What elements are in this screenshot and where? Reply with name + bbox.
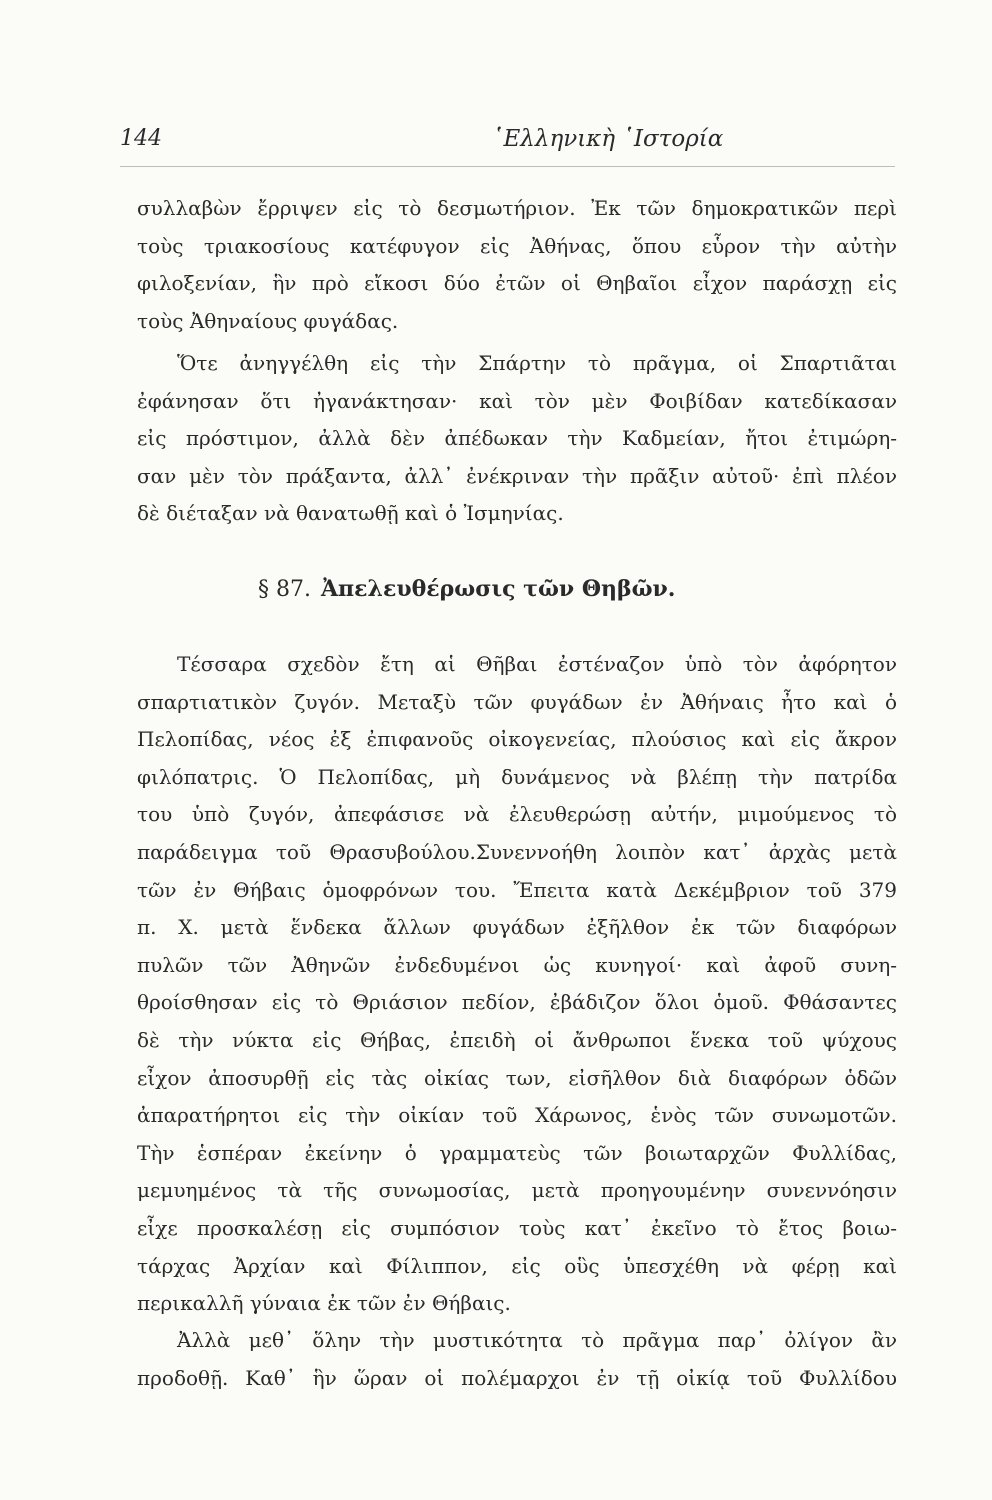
text-line: μεμυημένος τὰ τῆς συνωμοσίας, μετὰ προηγουμένην συνεννόησιν — [137, 1178, 897, 1203]
text-line: προδοθῇ. Καθ᾽ ἣν ὥραν οἱ πολέμαρχοι ἐν τῇ οἰκίᾳ τοῦ Φυλλίδου — [137, 1365, 897, 1390]
text-line: του ὑπὸ ζυγόν, ἀπεφάσισε νὰ ἐλευθερώσῃ αὐτήν, μιμούμενος τὸ — [137, 802, 897, 827]
running-title: ῾Ελληνικὴ ῾Ιστορία — [492, 126, 724, 152]
text-line: Τέσσαρα σχεδὸν ἔτη αἱ Θῆβαι ἐστέναζον ὑπὸ τὸν ἀφόρητον — [177, 652, 897, 676]
paragraph-4 — [137, 1322, 897, 1397]
section-heading — [258, 576, 675, 602]
text-line: εἶχον ἀποσυρθῇ εἰς τὰς οἰκίας των, εἰσῆλθον διὰ διαφόρων ὁδῶν — [137, 1065, 897, 1090]
text-line: τοὺς τριακοσίους κατέφυγον εἰς Ἀθήνας, ὅπου εὗρον τὴν αὐτὴν — [137, 233, 897, 258]
text-line: ἀπαρατήρητοι εἰς τὴν οἰκίαν τοῦ Χάρωνος, ἑνὸς τῶν συνωμοτῶν. — [137, 1103, 897, 1128]
text-line: δὲ διέταξαν νὰ θανατωθῇ καὶ ὁ Ἰσμηνίας. — [137, 501, 564, 526]
text-line: Τὴν ἑσπέραν ἐκείνην ὁ γραμματεὺς τῶν βοιωταρχῶν Φυλλίδας, — [137, 1140, 897, 1165]
paragraph-2 — [137, 345, 897, 533]
text-line: σπαρτιατικὸν ζυγόν. Μεταξὺ τῶν φυγάδων ἐν Ἀθήναις ἦτο καὶ ὁ — [137, 689, 897, 714]
text-line: ἐφάνησαν ὅτι ἠγανάκτησαν· καὶ τὸν μὲν Φοιβίδαν κατεδίκασαν — [137, 388, 897, 413]
text-line: περικαλλῆ γύναια ἐκ τῶν ἐν Θήβαις. — [137, 1291, 511, 1316]
text-line: εἰς πρόστιμον, ἀλλὰ δὲν ἀπέδωκαν τὴν Καδμείαν, ἤτοι ἐτιμώρη- — [137, 426, 897, 451]
text-line: σαν μὲν τὸν πράξαντα, ἀλλ᾽ ἐνέκριναν τὴν πρᾶξιν αὐτοῦ· ἐπὶ πλέον — [137, 463, 897, 488]
text-line: δὲ τὴν νύκτα εἰς Θήβας, ἐπειδὴ οἱ ἄνθρωποι ἕνεκα τοῦ ψύχους — [137, 1027, 897, 1052]
text-line: π. Χ. μετὰ ἕνδεκα ἄλλων φυγάδων ἐξῆλθον ἐκ τῶν διαφόρων — [137, 915, 897, 940]
text-line: τῶν ἐν Θήβαις ὁμοφρόνων του. Ἔπειτα κατὰ Δεκέμβριον τοῦ 379 — [137, 877, 897, 902]
text-line: φιλοξενίαν, ἣν πρὸ εἴκοσι δύο ἐτῶν οἱ Θηβαῖοι εἶχον παράσχῃ εἰς — [137, 271, 897, 296]
page-header — [120, 126, 895, 167]
text-line: Πελοπίδας, νέος ἐξ ἐπιφανοῦς οἰκογενείας, πλούσιος καὶ εἰς ἄκρον — [137, 727, 897, 752]
paragraph-3 — [137, 646, 897, 1323]
text-line: φιλόπατρις. Ὁ Πελοπίδας, μὴ δυνάμενος νὰ βλέπῃ τὴν πατρίδα — [137, 764, 897, 789]
text-line: θροίσθησαν εἰς τὸ Θριάσιον πεδίον, ἐβάδιζον ὅλοι ὁμοῦ. Φθάσαντες — [137, 990, 897, 1015]
text-line: τάρχας Ἀρχίαν καὶ Φίλιππον, εἰς οὓς ὑπεσχέθη νὰ φέρῃ καὶ — [137, 1253, 897, 1278]
text-line: παράδειγμα τοῦ Θρασυβούλου.Συνεννοήθη λοιπὸν κατ᾽ ἀρχὰς μετὰ — [137, 839, 897, 864]
text-line: συλλαβὼν ἔρριψεν εἰς τὸ δεσμωτήριον. Ἐκ τῶν δημοκρατικῶν περὶ — [137, 196, 897, 220]
text-line: εἶχε προσκαλέσῃ εἰς συμπόσιον τοὺς κατ᾽ ἐκεῖνο τὸ ἔτος βοιω- — [137, 1215, 897, 1240]
paragraph-1 — [137, 190, 897, 340]
text-line: Ἀλλὰ μεθ᾽ ὅλην τὴν μυστικότητα τὸ πρᾶγμα παρ᾽ ὀλίγον ἂν — [177, 1328, 897, 1352]
text-line: Ὅτε ἀνηγγέλθη εἰς τὴν Σπάρτην τὸ πρᾶγμα, οἱ Σπαρτιᾶται — [177, 351, 897, 375]
text-line: τοὺς Ἀθηναίους φυγάδας. — [137, 308, 399, 333]
section-title: Ἀπελευθέρωσις τῶν Θηβῶν. — [320, 576, 676, 602]
page-number: 144 — [120, 126, 162, 151]
text-line: πυλῶν τῶν Ἀθηνῶν ἐνδεδυμένοι ὡς κυνηγοί· καὶ ἀφοῦ συνη- — [137, 952, 897, 977]
section-number: § 87. — [258, 577, 311, 602]
